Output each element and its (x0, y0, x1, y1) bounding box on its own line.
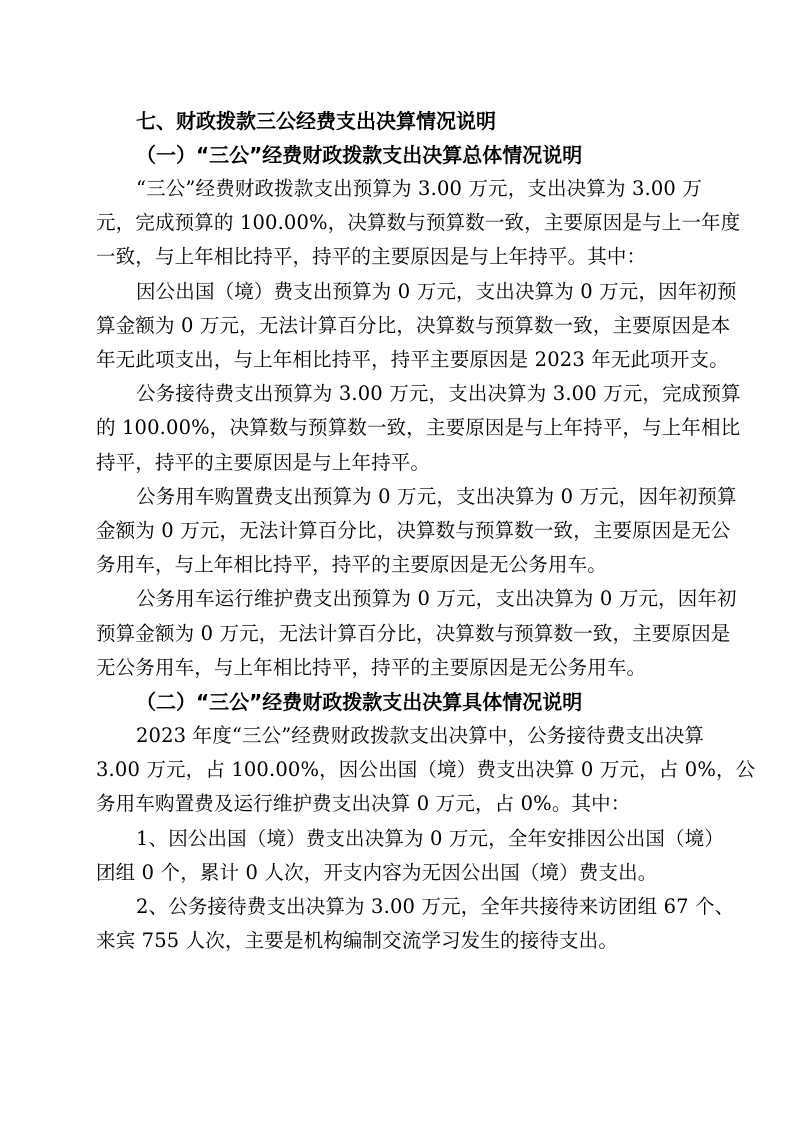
paragraph-line: 因公出国（境）费支出预算为 0 万元，支出决算为 0 万元，因年初预 (136, 279, 737, 303)
paragraph (96, 377, 741, 480)
paragraph (96, 480, 737, 583)
paragraph (96, 719, 756, 822)
paragraph-line: 元，完成预算的 100.00%，决算数与预算数一致，主要原因是与上一年度 (96, 211, 741, 235)
subsection-overall-body (96, 172, 741, 685)
paragraph-line: 金额为 0 万元，无法计算百分比，决算数与预算数一致，主要原因是无公 (96, 519, 731, 543)
paragraph-line: 持平，持平的主要原因是与上年持平。 (96, 450, 431, 474)
paragraph-line: 2、公务接待费支出决算为 3.00 万元，全年共接待来访团组 67 个、 (136, 895, 735, 919)
paragraph (96, 275, 737, 378)
paragraph-line: 务用车，与上年相比持平，持平的主要原因是无公务用车。 (96, 553, 607, 577)
paragraph-line: 务用车购置费及运行维护费支出决算 0 万元，占 0%。其中： (96, 792, 631, 816)
paragraph-line: 一致，与上年相比持平，持平的主要原因是与上年持平。其中： (96, 245, 647, 269)
paragraph-line: 公务用车运行维护费支出预算为 0 万元，支出决算为 0 万元，因年初 (136, 587, 737, 611)
subsection-title-overall: （一）“三公”经费财政拨款支出决算总体情况说明 (136, 143, 583, 167)
paragraph-line: 公务接待费支出预算为 3.00 万元，支出决算为 3.00 万元，完成预算 (136, 382, 741, 406)
section-title: 七、财政拨款三公经费支出决算情况说明 (136, 109, 496, 133)
paragraph-line: “三公”经费财政拨款支出预算为 3.00 万元，支出决算为 3.00 万 (136, 177, 702, 200)
paragraph-line: 算金额为 0 万元，无法计算百分比，决算数与预算数一致，主要原因是本 (96, 313, 731, 337)
paragraph-line: 年无此项支出，与上年相比持平，持平主要原因是 2023 年无此项开支。 (96, 348, 729, 372)
paragraph (96, 890, 735, 958)
subsection-detail-body (96, 719, 756, 958)
paragraph (96, 582, 737, 685)
paragraph-line: 的 100.00%，决算数与预算数一致，主要原因是与上年持平，与上年相比 (96, 416, 741, 440)
subsection-title-detail: （二）“三公”经费财政拨款支出决算具体情况说明 (136, 690, 583, 715)
paragraph (96, 172, 741, 275)
paragraph-line: 来宾 755 人次，主要是机构编制交流学习发生的接待支出。 (96, 929, 618, 953)
paragraph-line: 预算金额为 0 万元，无法计算百分比，决算数与预算数一致，主要原因是 (96, 621, 731, 645)
paragraph-line: 团组 0 个，累计 0 人次，开支内容为无因公出国（境）费支出。 (96, 860, 658, 884)
paragraph-line: 2023 年度“三公”经费财政拨款支出决算中，公务接待费支出决算 (136, 724, 705, 748)
paragraph-line: 1、因公出国（境）费支出决算为 0 万元，全年安排因公出国（境） (136, 826, 725, 850)
paragraph-line: 无公务用车，与上年相比持平，持平的主要原因是无公务用车。 (96, 655, 647, 679)
paragraph (96, 822, 725, 890)
paragraph-line: 3.00 万元，占 100.00%，因公出国（境）费支出决算 0 万元，占 0%，公 (96, 758, 756, 782)
paragraph-line: 公务用车购置费支出预算为 0 万元，支出决算为 0 万元，因年初预算 (136, 484, 737, 508)
document-page (96, 100, 756, 958)
